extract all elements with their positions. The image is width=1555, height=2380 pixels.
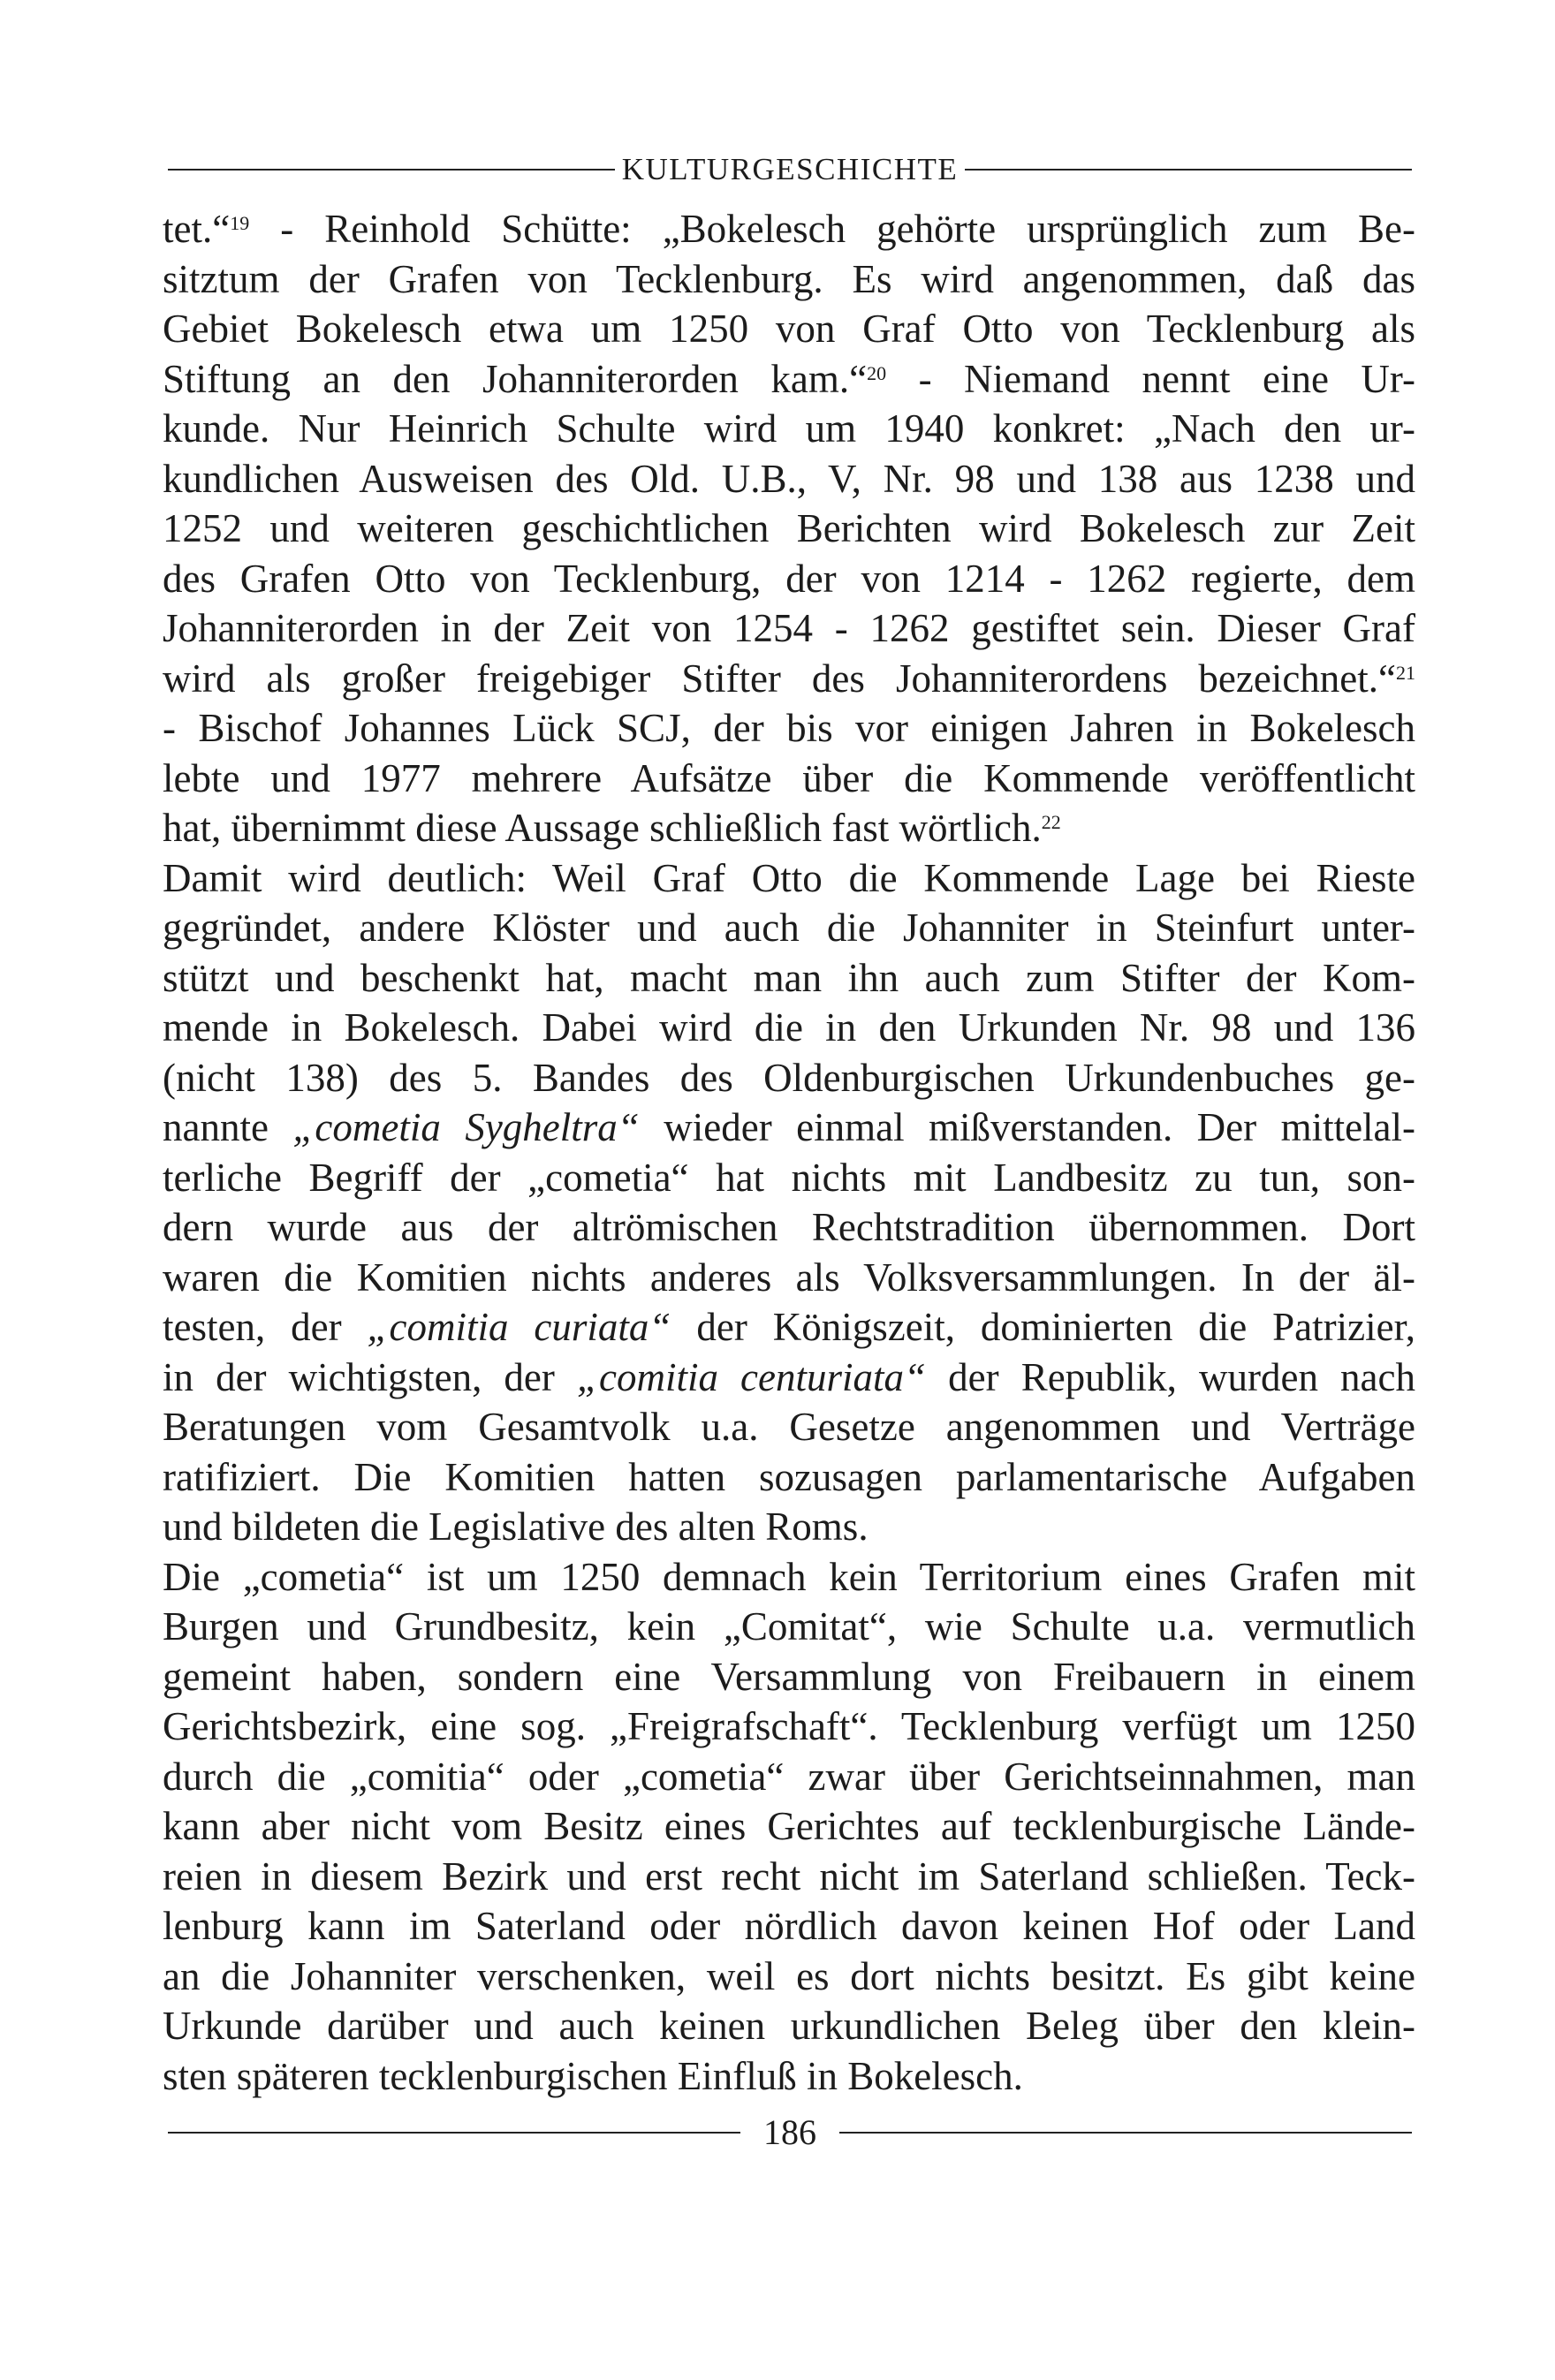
text-span: Urkunde darüber und auch keinen urkundlichen Beleg über den klein- — [163, 2004, 1415, 2048]
text-span: an die Johanniter verschenken, weil es dort nichts besitzt. Es gibt keine — [163, 1953, 1415, 1998]
italic-term: „cometia Sygheltra“ — [292, 1105, 640, 1149]
header-title: KULTURGESCHICHTE — [621, 152, 959, 186]
text-span: Burgen und Grundbesitz, kein „Comitat“, wie Schulte u.a. vermutlich — [163, 1604, 1415, 1649]
text-span: Gebiet Bokelesch etwa um 1250 von Graf Otto von Tecklenburg als — [163, 307, 1415, 351]
text-span: und bildeten die Legislative des alten Roms. — [163, 1505, 869, 1549]
text-span: Beratungen vom Gesamtvolk u.a. Gesetze angenommen und Verträge — [163, 1405, 1415, 1449]
text-line — [163, 1053, 1415, 1103]
header-rule-left — [168, 169, 615, 171]
text-line — [163, 1202, 1415, 1253]
text-span: Johanniterorden in der Zeit von 1254 - 1262 gestiftet sein. Dieser Graf — [163, 606, 1415, 650]
text-line — [163, 554, 1415, 604]
text-span: - Niemand nennt eine Ur- — [886, 356, 1415, 401]
footnote-ref: 21 — [1396, 661, 1415, 684]
text-line — [163, 2001, 1415, 2051]
text-span: (nicht 138) des 5. Bandes des Oldenburgischen Urkundenbuches ge- — [163, 1055, 1415, 1100]
text-span: - Bischof Johannes Lück SCJ, der bis vor einigen Jahren in Bokelesch — [163, 706, 1415, 750]
text-line — [163, 1801, 1415, 1852]
text-span: terliche Begriff der „cometia“ hat nichts mit Landbesitz zu tun, son- — [163, 1155, 1415, 1200]
text-span: durch die „comitia“ oder „cometia“ zwar über Gerichtseinnahmen, man — [163, 1754, 1415, 1799]
text-span: dern wurde aus der altrömischen Rechtstradition übernommen. Dort — [163, 1205, 1415, 1249]
text-span: lenburg kann im Saterland oder nördlich davon keinen Hof oder Land — [163, 1904, 1415, 1948]
text-line — [163, 1153, 1415, 1203]
text-line — [163, 903, 1415, 953]
text-span: nannte — [163, 1105, 293, 1149]
text-line — [163, 654, 1415, 704]
italic-term: „comitia centuriata“ — [576, 1354, 927, 1399]
text-line — [163, 1702, 1415, 1752]
text-span: wieder einmal mißverstanden. Der mittelal- — [639, 1105, 1416, 1149]
text-line — [163, 304, 1415, 354]
text-line — [163, 1752, 1415, 1802]
text-line — [163, 1552, 1415, 1603]
text-line — [163, 1402, 1415, 1452]
text-line — [163, 1452, 1415, 1503]
text-span: des Grafen Otto von Tecklenburg, der von 1214 - 1262 regierte, dem — [163, 556, 1415, 601]
text-span: kunde. Nur Heinrich Schulte wird um 1940 konkret: „Nach den ur- — [163, 406, 1415, 451]
text-span: stützt und beschenkt hat, macht man ihn auch zum Stifter der Kom- — [163, 955, 1415, 1000]
text-span: in der wichtigsten, der — [163, 1354, 577, 1399]
body-text — [163, 204, 1415, 2101]
text-line — [163, 2051, 1415, 2102]
page-number: 186 — [763, 2112, 816, 2152]
page-footer — [168, 2112, 1412, 2152]
text-span: Damit wird deutlich: Weil Graf Otto die Kommende Lage bei Rieste — [163, 855, 1415, 900]
text-span: gegründet, andere Klöster und auch die Johanniter in Steinfurt unter- — [163, 906, 1415, 950]
text-span: kann aber nicht vom Besitz eines Gerichtes auf tecklenburgische Lände- — [163, 1804, 1415, 1848]
text-line — [163, 404, 1415, 454]
text-line — [163, 853, 1415, 904]
text-line — [163, 454, 1415, 504]
text-line — [163, 1852, 1415, 1902]
footnote-ref: 20 — [867, 361, 887, 384]
text-span: der Republik, wurden nach — [926, 1354, 1415, 1399]
text-span: gemeint haben, sondern eine Versammlung von Freibauern in einem — [163, 1654, 1415, 1699]
text-line — [163, 1003, 1415, 1053]
text-span: testen, der — [163, 1305, 368, 1349]
text-line — [163, 204, 1415, 254]
text-span: 1252 und weiteren geschichtlichen Berichten wird Bokelesch zur Zeit — [163, 506, 1415, 550]
text-line — [163, 1353, 1415, 1403]
text-line — [163, 803, 1415, 853]
running-header — [168, 154, 1412, 185]
text-span: tet.“ — [163, 207, 231, 251]
footer-rule-left — [168, 2132, 740, 2134]
text-span: waren die Komitien nichts anderes als Volksversammlungen. In der äl- — [163, 1254, 1415, 1300]
text-line — [163, 1302, 1415, 1353]
text-line — [163, 254, 1415, 305]
text-line — [163, 754, 1415, 804]
text-line — [163, 1602, 1415, 1652]
text-span: hat, übernimmt diese Aussage schließlich fast wörtlich. — [163, 806, 1042, 850]
text-span: kundlichen Ausweisen des Old. U.B., V, Nr. 98 und 138 aus 1238 und — [163, 456, 1415, 501]
text-span: Gerichtsbezirk, eine sog. „Freigrafschaft“. Tecklenburg verfügt um 1250 — [163, 1704, 1415, 1748]
text-span: der Königszeit, dominierten die Patrizier, — [671, 1305, 1416, 1349]
footnote-ref: 19 — [230, 212, 250, 234]
text-line — [163, 354, 1415, 405]
footer-rule-right — [839, 2132, 1412, 2134]
text-line — [163, 1103, 1415, 1153]
text-line — [163, 1502, 1415, 1552]
text-line — [163, 703, 1415, 754]
text-span: sitztum der Grafen von Tecklenburg. Es wird angenommen, daß das — [163, 256, 1415, 301]
header-rule-right — [965, 169, 1412, 171]
text-line — [163, 1652, 1415, 1702]
text-line — [163, 603, 1415, 654]
text-line — [163, 953, 1415, 1004]
text-span: wird als großer freigebiger Stifter des Johanniterordens bezeichnet.“ — [163, 656, 1396, 701]
text-line — [163, 1253, 1415, 1303]
italic-term: „comitia curiata“ — [367, 1305, 671, 1349]
text-span: lebte und 1977 mehrere Aufsätze über die Kommende veröffentlicht — [163, 755, 1415, 800]
text-span: ratifiziert. Die Komitien hatten sozusagen parlamentarische Aufgaben — [163, 1454, 1415, 1499]
text-span: sten späteren tecklenburgischen Einfluß in Bokelesch. — [163, 2053, 1023, 2098]
text-span: - Reinhold Schütte: „Bokelesch gehörte ursprünglich zum Be- — [249, 207, 1415, 251]
text-span: Stiftung an den Johanniterorden kam.“ — [163, 356, 868, 401]
text-span: mende in Bokelesch. Dabei wird die in den Urkunden Nr. 98 und 136 — [163, 1005, 1415, 1050]
text-line — [163, 1901, 1415, 1952]
text-span: reien in diesem Bezirk und erst recht nicht im Saterland schließen. Teck- — [163, 1853, 1415, 1899]
text-span: Die „cometia“ ist um 1250 demnach kein Territorium eines Grafen mit — [163, 1554, 1415, 1599]
text-line — [163, 1952, 1415, 2002]
footnote-ref: 22 — [1041, 811, 1061, 833]
text-line — [163, 504, 1415, 554]
